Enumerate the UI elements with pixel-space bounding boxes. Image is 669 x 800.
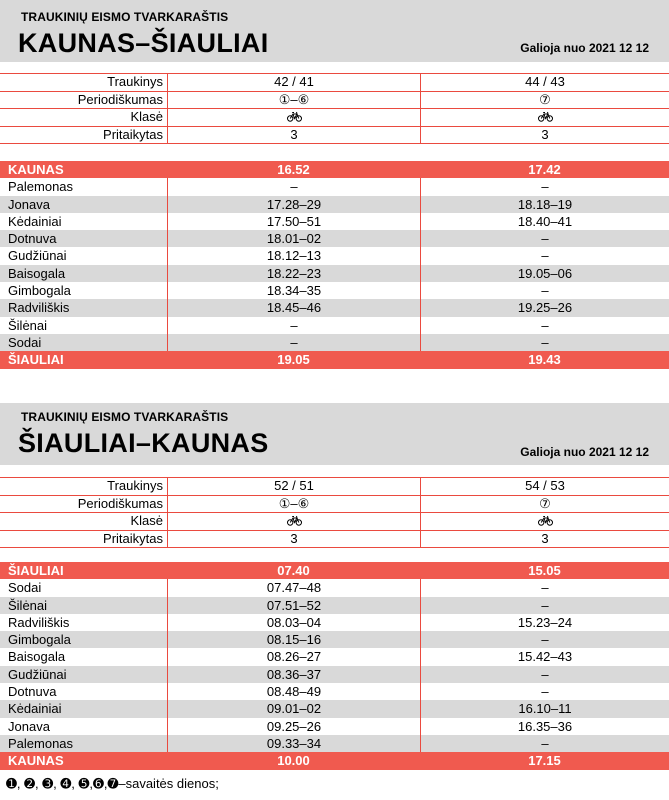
info-value-train-2 — [420, 109, 669, 126]
time-train-2: 15.42–43 — [420, 648, 669, 665]
station-name: Baisogala — [8, 649, 66, 665]
info-value-train-1: ①–⑥ — [167, 92, 420, 109]
stop-row — [0, 666, 669, 683]
stop-row — [0, 247, 669, 264]
stop-row — [0, 230, 669, 247]
stop-row — [0, 683, 669, 700]
station-name: Radviliškis — [8, 614, 70, 630]
station-name: Palemonas — [8, 179, 74, 195]
stop-row — [0, 700, 669, 717]
stop-row — [0, 213, 669, 230]
time-train-1: 09.25–26 — [167, 718, 420, 735]
info-value-train-1: 3 — [167, 127, 420, 144]
info-value-train-2: 3 — [420, 127, 669, 144]
time-train-1: 08.15–16 — [167, 631, 420, 648]
info-value-train-1: 42 / 41 — [167, 74, 420, 91]
origin-row — [0, 161, 669, 178]
time-train-2: 19.43 — [528, 352, 561, 368]
timetable-1-info-table — [0, 73, 669, 144]
station-name: Dotnuva — [8, 231, 57, 247]
station-name: Baisogala — [8, 265, 66, 281]
time-train-2: – — [420, 579, 669, 596]
stop-row — [0, 196, 669, 213]
time-train-2: 16.35–36 — [420, 718, 669, 735]
info-value-train-2: ⑦ — [420, 92, 669, 109]
time-train-1: 07.40 — [277, 563, 310, 578]
info-value-train-2: 54 / 53 — [420, 478, 669, 495]
stop-row — [0, 648, 669, 665]
bicycle-icon — [287, 514, 302, 530]
station-name: Šilėnai — [8, 597, 48, 613]
stop-row — [0, 718, 669, 735]
station-name: Šilėnai — [8, 317, 48, 333]
info-label: Pritaikytas — [103, 126, 163, 142]
time-train-2: 18.18–19 — [420, 196, 669, 213]
info-row — [0, 513, 669, 531]
info-label: Klasė — [130, 513, 163, 528]
info-label: Traukinys — [107, 74, 163, 89]
time-train-2: – — [420, 230, 669, 247]
stop-row — [0, 178, 669, 195]
station-name: KAUNAS — [8, 753, 64, 769]
time-train-1: 18.45–46 — [167, 299, 420, 316]
time-train-2: – — [420, 683, 669, 700]
time-train-1: 18.01–02 — [167, 230, 420, 247]
station-name: ŠIAULIAI — [8, 563, 64, 578]
info-row — [0, 496, 669, 514]
time-train-1: 08.48–49 — [167, 683, 420, 700]
info-value-train-2 — [420, 513, 669, 530]
station-name: KAUNAS — [8, 162, 64, 177]
time-train-1: 19.05 — [277, 352, 310, 368]
info-value-train-1 — [167, 513, 420, 530]
info-value-train-2: 3 — [420, 531, 669, 548]
time-train-2: – — [420, 334, 669, 351]
info-label: Traukinys — [107, 478, 163, 493]
time-train-2: 17.15 — [528, 753, 561, 769]
timetable-1-title: KAUNAS–ŠIAULIAI — [18, 28, 269, 58]
station-name: Sodai — [8, 334, 42, 350]
info-row — [0, 531, 669, 549]
time-train-1: – — [167, 178, 420, 195]
info-label: Periodiškumas — [77, 495, 163, 511]
info-row — [0, 127, 669, 145]
stop-row — [0, 631, 669, 648]
time-train-2: – — [420, 317, 669, 334]
station-name: ŠIAULIAI — [8, 352, 64, 368]
timetable-1-subtitle: TRAUKINIŲ EISMO TVARKARAŠTIS — [21, 10, 229, 24]
time-train-1: 18.22–23 — [167, 265, 420, 282]
time-train-1: 08.26–27 — [167, 648, 420, 665]
stop-row — [0, 334, 669, 351]
info-row — [0, 109, 669, 127]
stop-row — [0, 614, 669, 631]
time-train-1: 16.52 — [277, 162, 310, 177]
timetable-2-header — [0, 403, 669, 465]
info-row — [0, 92, 669, 110]
time-train-2: – — [420, 282, 669, 299]
time-train-2: – — [420, 631, 669, 648]
info-label: Pritaikytas — [103, 530, 163, 546]
station-name: Kėdainiai — [8, 701, 62, 717]
bicycle-icon — [538, 514, 553, 530]
station-name: Palemonas — [8, 735, 74, 751]
timetable-2-subtitle: TRAUKINIŲ EISMO TVARKARAŠTIS — [21, 410, 229, 424]
station-name: Gudžiūnai — [8, 248, 67, 264]
bicycle-icon — [538, 110, 553, 126]
time-train-2: 17.42 — [528, 162, 561, 177]
timetable-2-title: ŠIAULIAI–KAUNAS — [18, 428, 269, 458]
station-name: Gudžiūnai — [8, 666, 67, 682]
time-train-1: 18.12–13 — [167, 247, 420, 264]
time-train-2: 15.23–24 — [420, 614, 669, 631]
station-name: Jonava — [8, 718, 50, 734]
time-train-1: 09.01–02 — [167, 700, 420, 717]
info-value-train-1: ①–⑥ — [167, 496, 420, 513]
timetable-1-schedule — [0, 161, 669, 369]
info-value-train-1 — [167, 109, 420, 126]
time-train-2: – — [420, 666, 669, 683]
info-label: Klasė — [130, 109, 163, 124]
stop-row — [0, 265, 669, 282]
destination-row — [0, 351, 669, 368]
stop-row — [0, 299, 669, 316]
info-value-train-1: 52 / 51 — [167, 478, 420, 495]
station-name: Gimbogala — [8, 283, 71, 299]
stop-row — [0, 597, 669, 614]
station-name: Radviliškis — [8, 300, 70, 316]
stop-row — [0, 735, 669, 752]
station-name: Kėdainiai — [8, 213, 62, 229]
time-train-1: 10.00 — [277, 753, 310, 769]
info-row — [0, 74, 669, 92]
info-value-train-2: 44 / 43 — [420, 74, 669, 91]
time-train-1: 17.50–51 — [167, 213, 420, 230]
time-train-1: 07.47–48 — [167, 579, 420, 596]
time-train-2: 18.40–41 — [420, 213, 669, 230]
time-train-2: – — [420, 247, 669, 264]
time-train-2: 16.10–11 — [420, 700, 669, 717]
info-label: Periodiškumas — [77, 91, 163, 107]
stop-row — [0, 282, 669, 299]
origin-row — [0, 562, 669, 579]
time-train-2: 15.05 — [528, 563, 561, 578]
time-train-1: 18.34–35 — [167, 282, 420, 299]
info-value-train-2: ⑦ — [420, 496, 669, 513]
time-train-2: – — [420, 178, 669, 195]
time-train-1: 07.51–52 — [167, 597, 420, 614]
time-train-1: – — [167, 317, 420, 334]
station-name: Gimbogala — [8, 632, 71, 648]
timetable-2-valid-from: Galioja nuo 2021 12 12 — [520, 445, 649, 459]
stop-row — [0, 579, 669, 596]
stop-row — [0, 317, 669, 334]
timetable-1-valid-from: Galioja nuo 2021 12 12 — [520, 41, 649, 55]
bicycle-icon — [287, 110, 302, 126]
info-value-train-1: 3 — [167, 531, 420, 548]
time-train-2: – — [420, 735, 669, 752]
station-name: Jonava — [8, 196, 50, 212]
timetable-2-schedule — [0, 562, 669, 770]
time-train-1: 09.33–34 — [167, 735, 420, 752]
time-train-1: 17.28–29 — [167, 196, 420, 213]
time-train-2: – — [420, 597, 669, 614]
time-train-2: 19.05–06 — [420, 265, 669, 282]
timetable-1-header — [0, 0, 669, 62]
destination-row — [0, 752, 669, 769]
weekday-footnote: ➊, ➋, ➌, ➍, ➎,➏,➐–savaitės dienos; — [6, 776, 219, 791]
timetable-2-info-table — [0, 477, 669, 548]
station-name: Dotnuva — [8, 684, 57, 700]
time-train-1: 08.03–04 — [167, 614, 420, 631]
time-train-1: – — [167, 334, 420, 351]
time-train-2: 19.25–26 — [420, 299, 669, 316]
info-row — [0, 478, 669, 496]
station-name: Sodai — [8, 580, 42, 596]
time-train-1: 08.36–37 — [167, 666, 420, 683]
